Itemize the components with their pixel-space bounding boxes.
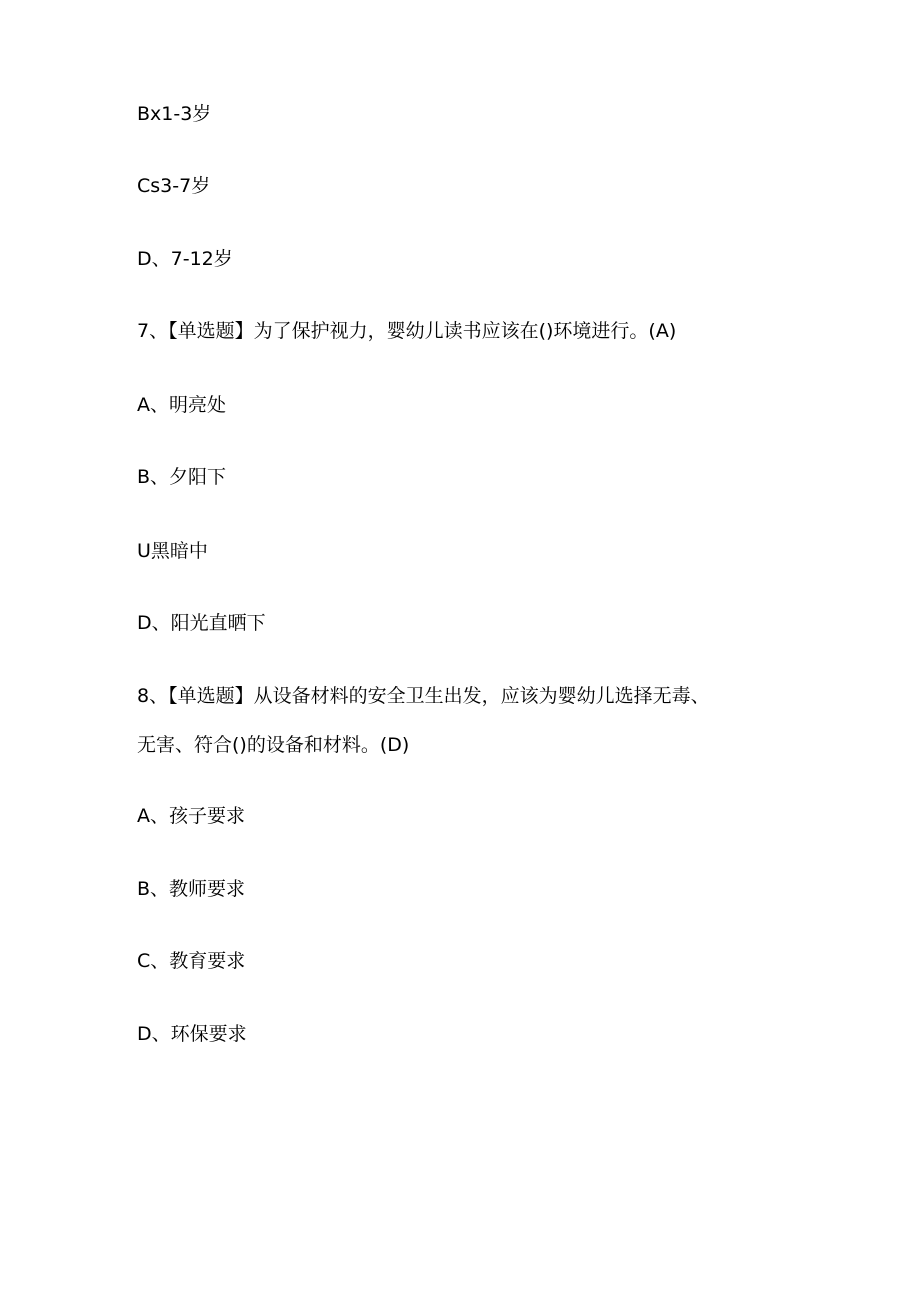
q6-option-c: Cs3-7岁 [137,175,211,197]
q8-option-b: B、教师要求 [137,878,246,900]
q8-option-c: C、教育要求 [137,950,246,972]
q7-option-c: U黑暗中 [137,540,208,562]
q6-option-d: D、7-12岁 [137,248,233,270]
q8-option-d: D、环保要求 [137,1023,247,1045]
q8-stem-line-1: 8、【单选题】从设备材料的安全卫生出发，应该为婴幼儿选择无毒、 [137,685,710,707]
q7-option-a: A、明亮处 [137,394,226,416]
q8-option-a: A、孩子要求 [137,805,245,827]
q7-stem: 7、【单选题】为了保护视力，婴幼儿读书应该在()环境进行。(A) [137,320,677,342]
q7-option-b: B、夕阳下 [137,466,227,488]
q8-stem-line-2: 无害、符合()的设备和材料。(D) [137,734,410,756]
q6-option-b: Bx1-3岁 [137,103,212,125]
q7-option-d: D、阳光直晒下 [137,612,266,634]
